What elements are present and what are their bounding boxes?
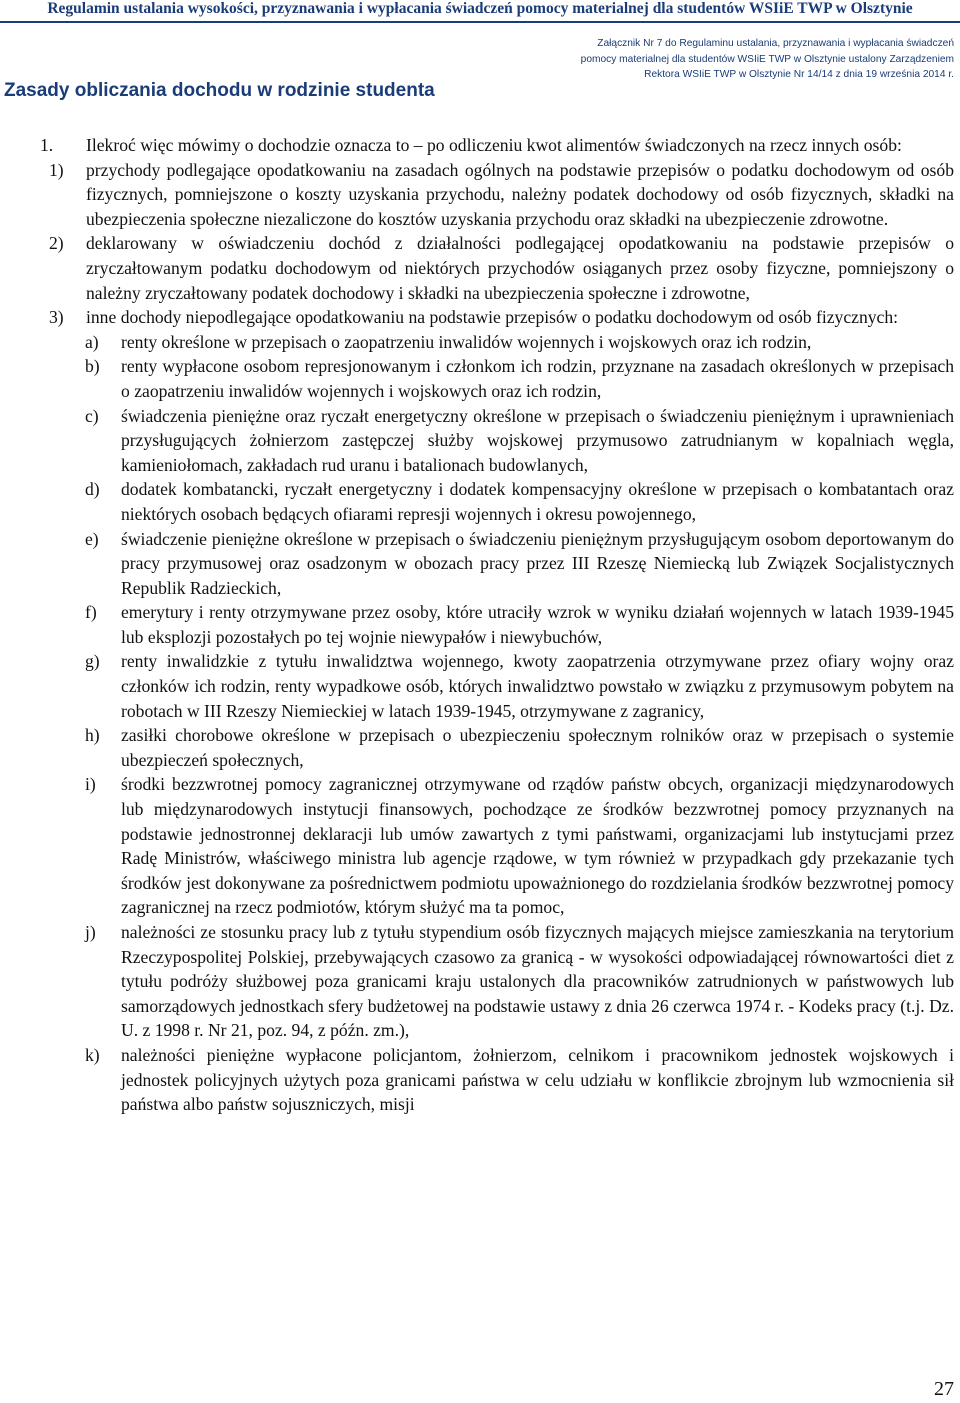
sub-item-letter: d)	[85, 479, 100, 500]
sub-item-text: świadczenie pieniężne określone w przepisach o świadczeniu pieniężnym przysługującym osobom deportowanym do pracy przymusowej oraz osadzonym w obozach pracy przez III Rzeszę Niemiecką lub Związek Socjalistycznych Republik Radzieckich,	[121, 528, 954, 598]
sub-item-letter: j)	[85, 922, 96, 942]
sub-item	[0, 477, 960, 526]
list-item	[0, 158, 960, 232]
sub-item	[0, 600, 960, 649]
sub-item-text: dodatek kombatancki, ryczałt energetyczny i dodatek kompensacyjny określone w przepisach o kombatantach oraz niektórych osobach będących ofiarami represji wojennych i okresu powojennego,	[121, 479, 954, 524]
sub-item	[0, 772, 960, 920]
intro-text: Ilekroć więc mówimy o dochodzie oznacza to – po odliczeniu kwot alimentów świadczonych na rzecz innych osób:	[86, 135, 902, 155]
sub-item-letter: e)	[85, 528, 99, 549]
list-item-text: przychody podlegające opodatkowaniu na zasadach ogólnych na podstawie przepisów o podatku dochodowym od osób fizycznych, pomniejszone o koszty uzyskania przychodu, należny podatek dochodowy od osób fizycznych, składki na ubezpieczenia społeczne niezaliczone do kosztów uzyskania przychodu oraz składki na ubezpieczenie zdrowotne.	[86, 159, 954, 229]
document-body	[0, 133, 960, 1117]
sub-item-letter: k)	[85, 1044, 100, 1065]
intro-number: 1.	[40, 135, 54, 155]
list-item-text: deklarowany w oświadczeniu dochód z działalności podlegającej opodatkowaniu na podstawie przepisów o zryczałtowanym podatku dochodowym od niektórych przychodów osiąganych przez osoby fizyczne, pomniejszony o należny zryczałtowany podatek dochodowy i składki na ubezpieczenia społeczne i zdrowotne,	[86, 233, 954, 303]
list-item	[0, 231, 960, 305]
sub-item-text: renty wypłacone osobom represjonowanym i członkom ich rodzin, przyznane na zasadach określonych w przepisach o zaopatrzeniu inwalidów wojennych i wojskowych oraz ich rodzin,	[121, 356, 954, 401]
sub-item	[0, 649, 960, 723]
sub-item-text: renty inwalidzkie z tytułu inwalidztwa wojennego, kwoty zaopatrzenia otrzymywane przez ofiary wojny oraz członków ich rodzin, renty wypadkowe osób, których inwalidztwo powstało w związku z przymusowym pobytem na robotach w III Rzeszy Niemieckiej w latach 1939-1945, otrzymywane z zagranicy,	[121, 651, 954, 721]
sub-item-text: zasiłki chorobowe określone w przepisach o ubezpieczeniu społecznym rolników oraz w przepisach o systemie ubezpieczeń społecznych,	[121, 725, 954, 770]
sub-item-text: renty określone w przepisach o zaopatrzeniu inwalidów wojennych i wojskowych oraz ich rodzin,	[121, 331, 812, 352]
list-item-number: 2)	[49, 233, 64, 254]
list-item-number: 1)	[49, 159, 64, 180]
sub-item	[0, 1043, 960, 1117]
sub-item	[0, 723, 960, 772]
sub-item-text: należności ze stosunku pracy lub z tytułu stypendium osób fizycznych mających miejsce zamieszkania na terytorium Rzeczypospolitej Polskiej, przebywających czasowo za granicą - w wysokości odpowiadającej równowartości diet z tytułu podróży służbowej poza granicami kraju ustalonych dla pracowników zatrudnionych w państwowych lub samorządowych jednostkach sfery budżetowej na podstawie ustawy z dnia 26 czerwca 1974 r. - Kodeks pracy (t.j. Dz. U. z 1998 r. Nr 21, poz. 94, z późn. zm.),	[121, 922, 954, 1041]
page-number: 27	[934, 1378, 954, 1400]
annex-note	[564, 36, 954, 83]
sub-item-letter: i)	[85, 774, 96, 795]
sub-item-letter: g)	[85, 651, 100, 672]
annex-note-line: pomocy materialnej dla studentów WSIiE TWP w Olsztynie ustalony Zarządzeniem	[580, 53, 954, 65]
header-divider	[0, 21, 960, 23]
sub-item-text: środki bezzwrotnej pomocy zagranicznej otrzymywane od rządów państw obcych, organizacji międzynarodowych lub międzynarodowych instytucji finansowych, pochodzące ze środków bezzwrotnej pomocy przyznanych na podstawie jednostronnej deklaracji lub umów zawartych z tymi państwami, organizacjami lub instytucjami przez Radę Ministrów, właściwego ministra lub agencje rządowe, w tym również w przypadkach gdy przekazanie tych środków jest dokonywane za pośrednictwem podmiotu upoważnionego do rozdzielania środków bezzwrotnej pomocy zagranicznej na rzecz podmiotów, którym służyć ma ta pomoc,	[121, 774, 954, 918]
sub-item	[0, 404, 960, 478]
sub-item-text: należności pieniężne wypłacone policjantom, żołnierzom, celnikom i pracownikom jednostek wojskowych i jednostek policyjnych użytych poza granicami państwa w celu udziału w konflikcie zbrojnym lub wzmocnienia sił państwa albo państw sojuszniczych, misji	[121, 1044, 954, 1115]
annex-note-line: Załącznik Nr 7 do Regulaminu ustalania, przyznawania i wypłacania świadczeń	[597, 38, 954, 49]
list-item	[0, 305, 960, 330]
page-heading: Zasady obliczania dochodu w rodzinie studenta	[4, 80, 435, 101]
annex-note-line: Rektora WSIiE TWP w Olsztynie Nr 14/14 z dnia 19 września 2014 r.	[644, 69, 954, 80]
list-item-number: 3)	[49, 307, 64, 328]
sub-item	[0, 330, 960, 355]
sub-item-letter: b)	[85, 356, 100, 377]
sub-item-letter: f)	[85, 602, 97, 623]
sub-item	[0, 920, 960, 1043]
document-header-title: Regulamin ustalania wysokości, przyznawania i wypłacania świadczeń pomocy materialnej dla studentów WSIiE TWP w Olsztynie	[47, 0, 913, 17]
intro-paragraph	[0, 133, 960, 158]
sub-item-letter: a)	[85, 331, 99, 352]
sub-item-letter: c)	[85, 405, 99, 426]
sub-item-letter: h)	[85, 725, 100, 746]
sub-item-text: emerytury i renty otrzymywane przez osoby, które utraciły wzrok w wyniku działań wojennych w latach 1939-1945 lub eksplozji pozostałych po tej wojnie niewypałów i niewybuchów,	[121, 602, 954, 647]
list-item-text: inne dochody niepodlegające opodatkowaniu na podstawie przepisów o podatku dochodowym od osób fizycznych:	[86, 307, 899, 328]
sub-item	[0, 354, 960, 403]
sub-item	[0, 527, 960, 601]
sub-item-text: świadczenia pieniężne oraz ryczałt energetyczny określone w przepisach o świadczeniu pieniężnym i uprawnieniach przysługujących żołnierzom zastępczej służby wojskowej przymusowo zatrudnianym w kopalniach węgla, kamieniołomach, zakładach rud uranu i batalionach budowlanych,	[121, 405, 954, 475]
